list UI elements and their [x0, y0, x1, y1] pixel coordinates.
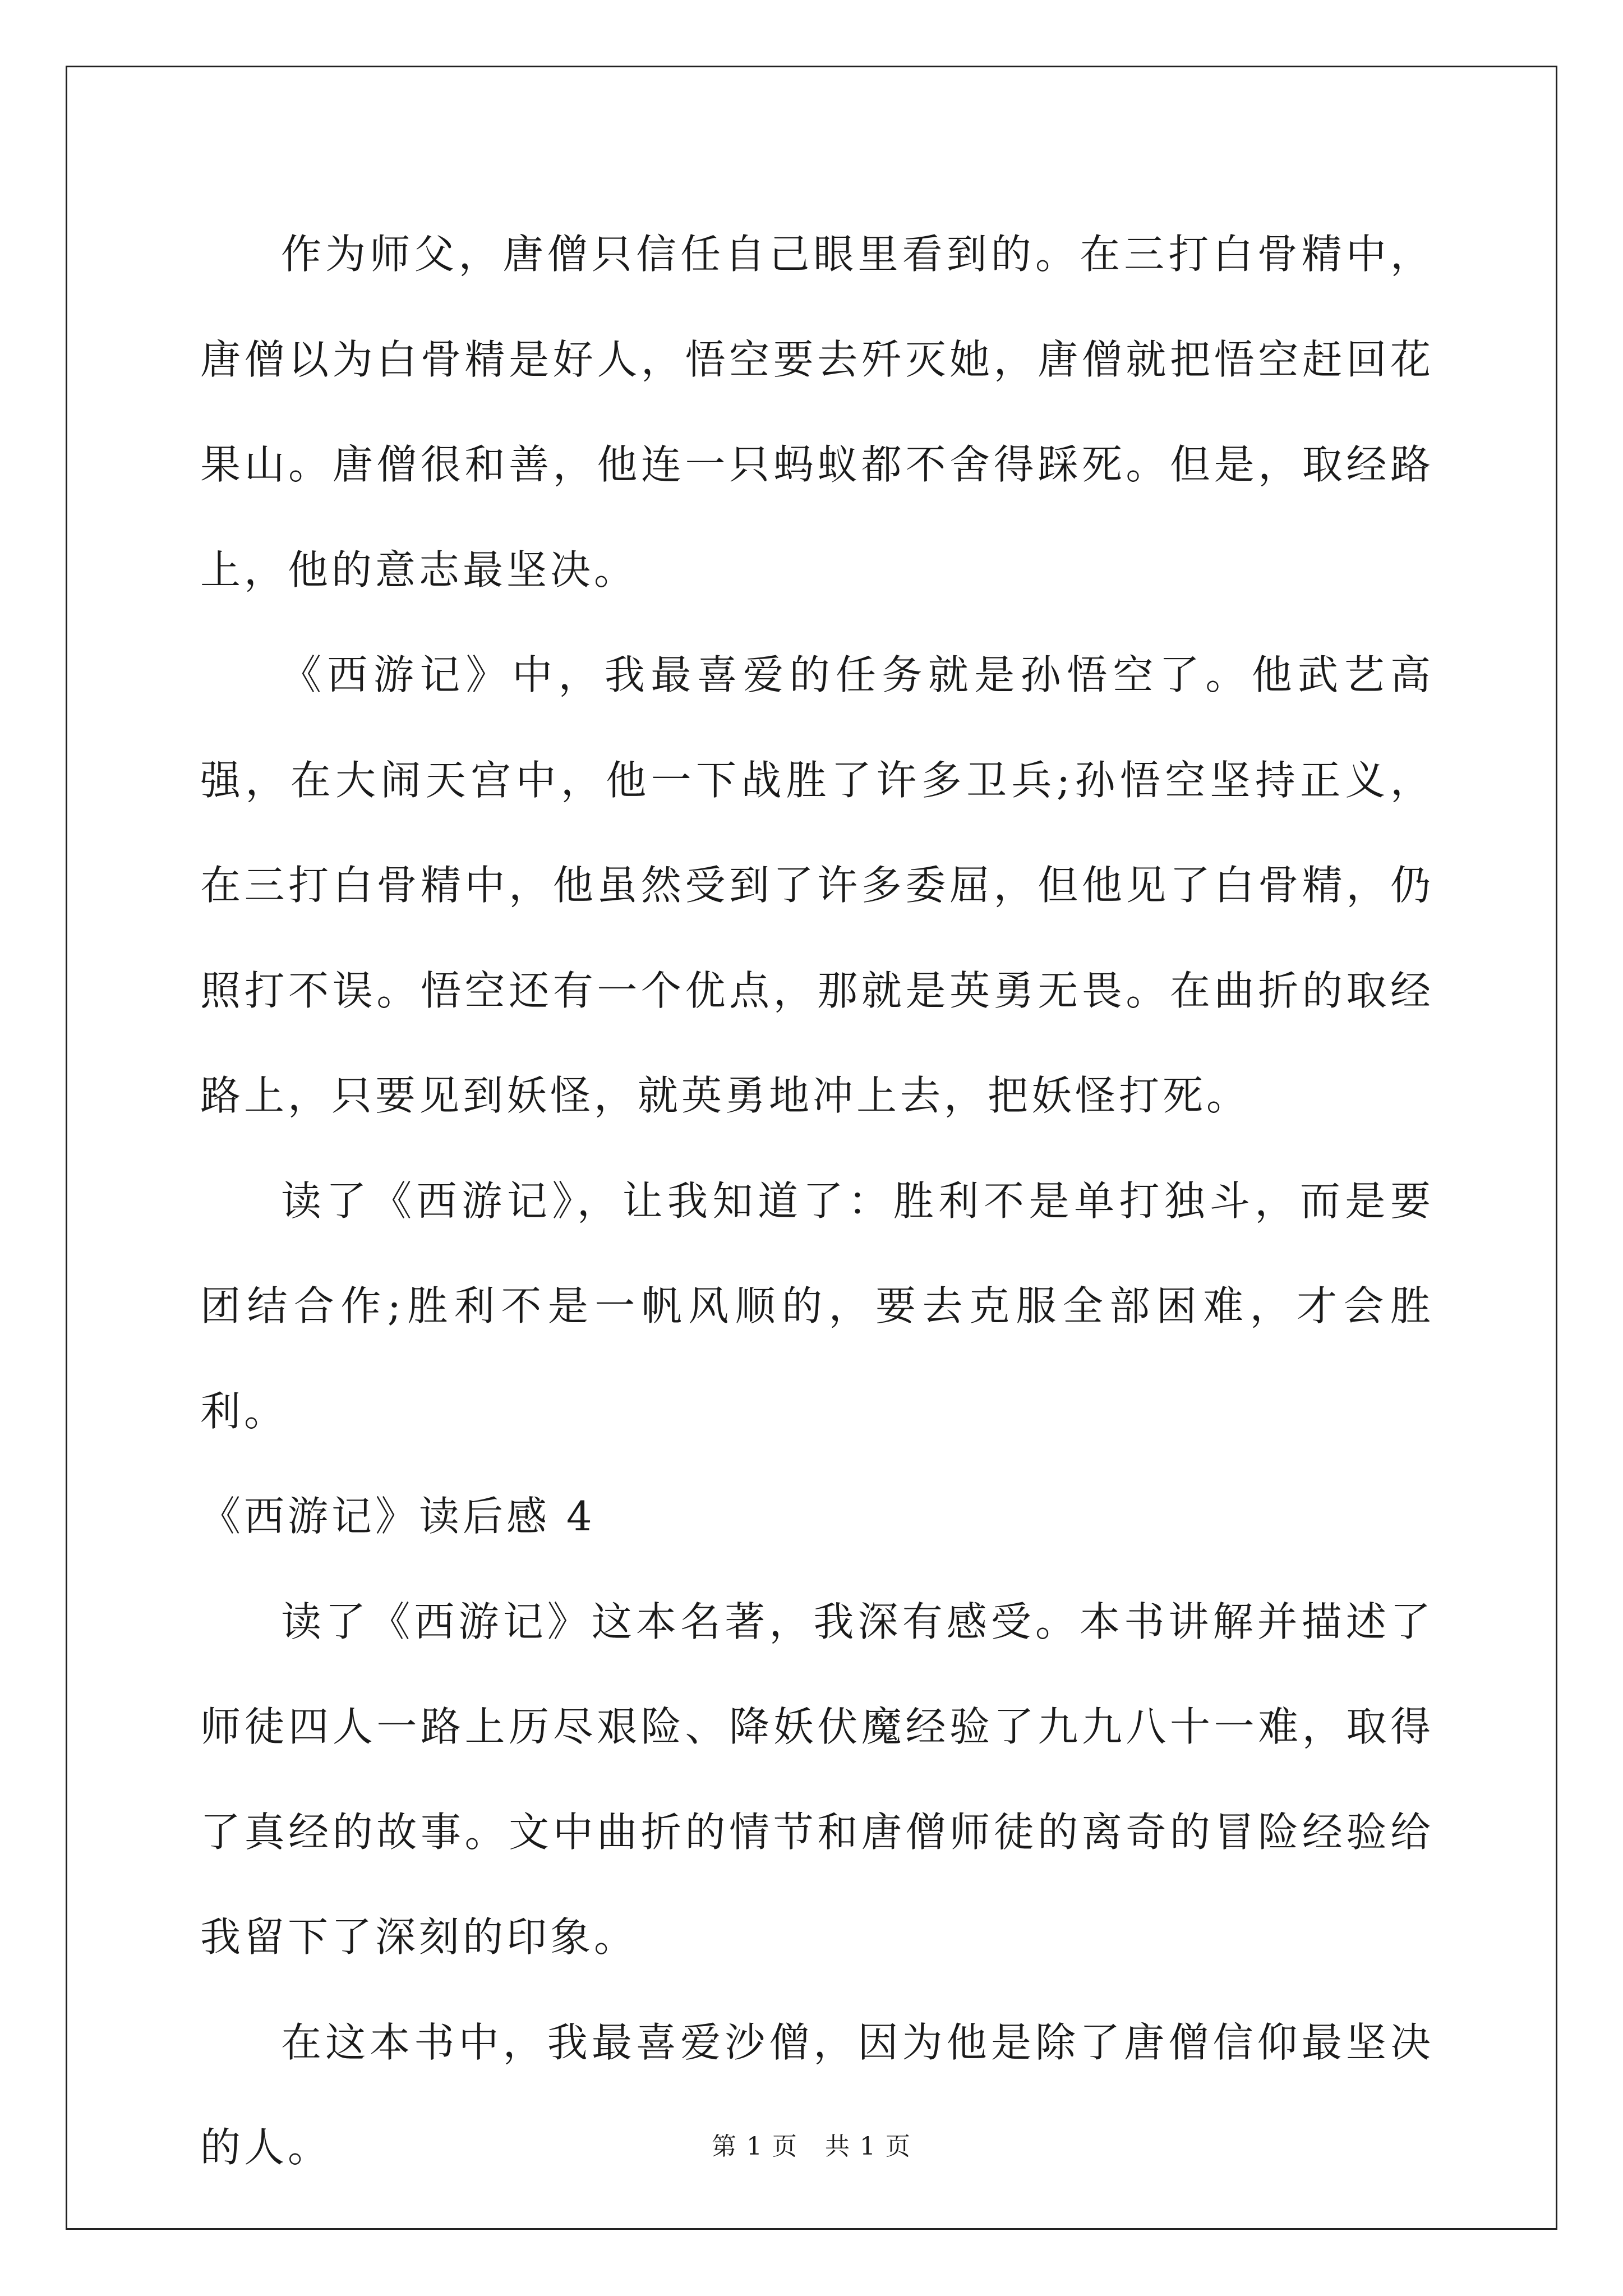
page-total: 共 1 页 — [824, 2132, 911, 2161]
paragraph-1: 作为师父，唐僧只信任自己眼里看到的。在三打白骨精中，唐僧以为白骨精是好人，悟空要去歼灭她，唐僧就把悟空赶回花果山。唐僧很和善，他连一只蚂蚁都不舍得踩死。但是，取经路上，他的意志最坚决。 — [200, 231, 1434, 593]
paragraph-4: 读了《西游记》这本名著，我深有感受。本书讲解并描述了师徒四人一路上历尽艰险、降妖伏魔经验了九九八十一难，取得了真经的故事。文中曲折的情节和唐僧师徒的离奇的冒险经验给我留下了深刻的印象。 — [200, 1598, 1434, 1961]
footer-separator — [798, 2132, 825, 2161]
document-body — [200, 202, 1434, 2201]
paragraph-5: 在这本书中，我最喜爱沙僧，因为他是除了唐僧信仰最坚决的人。 — [200, 2018, 1434, 2171]
page-footer — [0, 2126, 1623, 2162]
section-heading: 《西游记》读后感 4 — [200, 1493, 596, 1540]
page-number: 第 1 页 — [712, 2132, 799, 2161]
paragraph-2: 《西游记》中，我最喜爱的任务就是孙悟空了。他武艺高强，在大闹天宫中，他一下战胜了许多卫兵;孙悟空坚持正义，在三打白骨精中，他虽然受到了许多委屈，但他见了白骨精，仍照打不误。悟空还有一个优点，那就是英勇无畏。在曲折的取经路上，只要见到妖怪，就英勇地冲上去，把妖怪打死。 — [200, 651, 1434, 1119]
paragraph-3: 读了《西游记》，让我知道了：胜利不是单打独斗，而是要团结合作;胜利不是一帆风顺的，要去克服全部困难，才会胜利。 — [200, 1177, 1434, 1435]
